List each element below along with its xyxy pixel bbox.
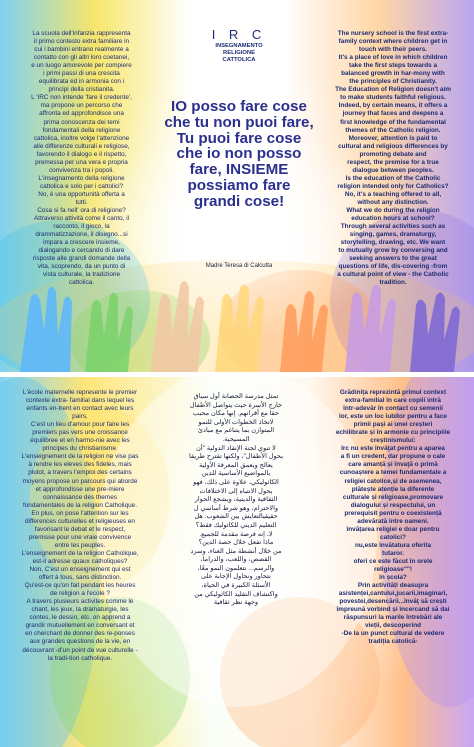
text-line: în școla? [379, 574, 407, 582]
text-line: tutaror. [381, 549, 404, 557]
text-line: لا تنوي لجنة الإنقاذ الدولية "أن [196, 444, 276, 452]
english-text-column [318, 30, 468, 288]
text-line: premiers pas vers une croissance [32, 429, 128, 437]
text-line: chant, les jeux, la dramaturgie, les [31, 606, 129, 614]
text-line: dialogando e cercando di dare [38, 247, 125, 255]
text-line: حقيقيالتعايش بين الشعوب. هل [194, 513, 278, 521]
text-line: L 'IRC non intende 'fare il credente', [31, 94, 132, 102]
text-line: وجهة نظر ثقافية [213, 599, 259, 607]
text-line: Irc nu este învăţat pentru a aparea [341, 445, 445, 453]
text-line: القصص، واللعب، والدراما، [200, 556, 272, 564]
text-line: Non, C'est un enseignement qui est [29, 566, 131, 574]
text-line: Cosa si fa nell' ora di religione? [37, 207, 126, 215]
text-line: aux grandes questions de la vie, en [29, 638, 131, 646]
text-line: La scuola dell'infanzia rappresenta [32, 30, 131, 37]
text-line: découvrant -d'un point de vue culturelle - [22, 646, 138, 654]
text-line: equilibrata ed in armonia con i [38, 78, 125, 86]
text-line: cultural and religious differences by [338, 142, 448, 150]
text-line: tutti. [75, 198, 88, 206]
text-line: dialogului și respectului, un [350, 501, 436, 509]
quote-author: Madre Teresa di Calcutta [205, 263, 273, 269]
text-line: family context where children get in [338, 38, 448, 46]
text-line: affronta ed approfondisce una [39, 110, 124, 118]
text-line: plutot, a travers l'emploi des certains [28, 469, 132, 477]
text-line: contes, le dessin, etc. on apprend a [29, 614, 131, 622]
text-line: dialogue between peoples. [352, 166, 434, 174]
text-line: A travers plusieurs activites comme le [26, 598, 134, 606]
text-line: plătește atenție la diferente [351, 485, 435, 493]
text-line: education hours at school? [351, 215, 435, 223]
text-line: cattolica e solo per i cattolici? [39, 182, 124, 190]
text-line: En plus, on pose l'attention sur les [31, 509, 129, 517]
text-line: vieții, descoperind [364, 622, 422, 630]
text-line: a fi un credent, dar propune o cale [340, 453, 446, 461]
text-line: împreună vorbind și încercand să dai [336, 606, 450, 614]
romanian-text-column [318, 389, 468, 647]
text-line: impara a crescere insieme, [43, 239, 120, 247]
text-line: risposte alle grandi domande della [32, 255, 131, 263]
text-line: differences culturelles et religieuses en [24, 517, 135, 525]
text-line: No, è una opportunità offerta a [38, 190, 125, 198]
text-line: The nursery school is the first extra- [337, 30, 449, 37]
text-line: într-adevăr în contact cu semenii [343, 405, 443, 413]
text-line: învățarea religiei e doar pentru [346, 525, 440, 533]
text-line: singing, games, dramaturgy, [349, 231, 437, 239]
text-line: without any distinction. [357, 198, 429, 206]
text-line: principi della cristianita. [48, 86, 115, 94]
text-line: catolici? [380, 533, 406, 541]
text-line: promoting debate and [359, 150, 427, 158]
text-line: cattolica, inoltre volge l'attenzione [33, 134, 130, 142]
text-line: oferi ce este făcut în orele [353, 557, 433, 565]
text-line: The Education of Religion doesn't aim [335, 86, 451, 94]
text-line: واكتشاف التقليد الكاثوليكي من [194, 590, 278, 598]
text-line: cunoaștere a temei fundamentale a [339, 469, 447, 477]
text-line: Grădinița reprezintă primul context [339, 389, 447, 396]
bottom-panel [0, 377, 474, 747]
text-line: Through several activities such as [340, 223, 446, 231]
text-line: المسيحية. [222, 435, 250, 443]
text-line: تمثل مدرسة الحضانة أول سياق [193, 393, 279, 400]
text-line: ماذا تفعل خلال حصة الدين؟ [198, 539, 274, 547]
text-line: favorendo il dialogo e il rispetto, [36, 150, 127, 158]
text-line: convivenza tra i popoli. [48, 166, 114, 174]
text-line: themes of the Catholic religion. [345, 126, 441, 134]
text-line: favorisant le debat et le respect, [34, 525, 126, 533]
text-line: alle differenze culturali e religiose, [33, 142, 130, 150]
text-line: racconto, il gioco, la [53, 223, 110, 231]
text-line: drammatizzazione, il disegno...si [35, 231, 128, 239]
text-line: culturale și religioase,promovare [342, 493, 444, 501]
irc-subtitle-line: INSEGNAMENTO [215, 43, 263, 49]
text-line: cattolica. [68, 279, 95, 287]
text-line: respect, the premise for a true [347, 158, 439, 166]
arabic-text-column [162, 393, 310, 608]
text-line: tradition. [379, 279, 407, 287]
text-line: principes du christianisme. [42, 445, 118, 453]
text-line: الثقافية والدينية، ويشجع الحوار [194, 496, 278, 504]
text-line: a cultural point of view - the Catholic [337, 271, 449, 279]
text-line: adevărată între oameni. [357, 517, 429, 525]
text-line: L'insegnamento della religione [38, 174, 125, 182]
text-line: asistenței,cantului,jucarii,imaginari, [338, 590, 448, 598]
text-line: à rendre les eleves des fideles, mais [28, 461, 132, 469]
text-line: من خلال أنشطة مثل الغناء، وسرد [190, 547, 282, 555]
text-line: creștinismului: [370, 437, 416, 445]
text-line: Attraverso attività come il canto, il [33, 215, 130, 223]
text-line: vista culturale, la tradizione [42, 271, 121, 279]
text-line: -De la un punct cultural de vedere [341, 630, 445, 638]
text-line: It's a place of love in which children [338, 54, 448, 62]
text-line: prima conoscenza dei temi [43, 118, 120, 126]
italian-text-column [8, 30, 155, 288]
top-panel [0, 0, 474, 373]
text-line: vita, scoprendo, da un punto di [37, 263, 126, 271]
text-line: the principles of Christianity. [349, 78, 437, 86]
text-line: يحول الأطفال"، ولكنها تقترح طريقا [188, 453, 284, 461]
text-line: Qu'est-ce qu'on fait pendant les heures [24, 582, 136, 590]
text-line: No, it's a teaching offered to all, [344, 190, 442, 198]
text-line: Moreover, attention is paid to [348, 134, 438, 142]
quote-text: IO posso fare cose che tu non puoi fare, Tu puoi fare cose che io non posso fare, INSIEME possiamo fare grandi cose! [164, 98, 314, 210]
text-line: Prin activități deasupra [357, 582, 429, 590]
text-line: نتحاور ونحاول الإجابة على [201, 573, 271, 581]
text-line: primii pași ai unei creșteri [353, 421, 433, 429]
text-line: لا، إنه فرصة مقدمة للجميع. [199, 530, 273, 538]
text-line: يعالج ويعمق المعرفة الأولية [199, 461, 273, 469]
text-line: journey that faces and deepens a [342, 110, 444, 118]
text-line: nu,este învătatura oferita [355, 541, 431, 549]
text-line: connaissance des themes [43, 493, 117, 501]
text-line: والرسم... نتعلمون النمو معًا، [197, 564, 275, 572]
text-line: care amanță și învaţă o primă [348, 461, 438, 469]
text-line: fondamentali della religione [42, 126, 121, 134]
text-line: grandir mutuellement en conversant et [25, 622, 135, 630]
irc-logo-text: I R C [211, 27, 267, 42]
text-line: est-il adresse quaux catholiques? [32, 557, 128, 565]
text-line: الأسئلة الكبيرة في الحياة، [201, 582, 271, 590]
text-line: premisse pour une vraie convivence [28, 533, 132, 541]
text-line: contatto con gli altri loro coetanei, [33, 54, 130, 62]
text-line: la tradi-tion catholique. [47, 654, 113, 662]
text-line: prerequisit pentru o coexistență [344, 509, 442, 517]
text-line: pairs. [72, 413, 88, 421]
french-text-column [6, 389, 154, 663]
text-line: يحول الانتباه إلى الاختلافات [199, 487, 273, 495]
text-line: e un luogo amorevole per compiere [31, 62, 132, 70]
text-line: balanced growth in har-mony with [341, 70, 445, 78]
text-line: المتوازن بما يتناغم مع مبادئ [197, 427, 275, 435]
text-line: الكاثوليكي، علاوة على ذلك، فهو [193, 478, 279, 486]
text-line: entre les peuples. [54, 541, 106, 549]
text-line: ma propone un percorso che [40, 102, 123, 110]
irc-subtitle-line: CATTOLICA [222, 57, 256, 63]
text-line: il primo contesto extra familiare in [33, 38, 130, 46]
text-line: offert à tous, sans distinction. [38, 574, 122, 582]
text-line: take the first steps towards a [348, 62, 438, 70]
text-line: extra-familial în care copiii intră [345, 397, 441, 405]
text-line: moyens propose un parcours qui aborde [22, 477, 138, 485]
text-line: Is the education of the Catholic [345, 174, 441, 182]
text-line: storytelling, drawing, etc. We want [340, 239, 446, 247]
text-line: to make students faithful religious. [340, 94, 446, 102]
text-line: de religion a l'ecole ? [50, 590, 110, 598]
text-line: i primi passi di una crescita [43, 70, 120, 78]
text-line: to mutually grow by conversing and [338, 247, 448, 255]
text-line: حقا مع أقرانهم. إنها مكان محبب [192, 410, 280, 418]
text-line: lor, este un loc iubitor pentru a face [339, 413, 447, 421]
text-line: L'enseignement de la religion ne vise pas [21, 453, 139, 461]
text-line: L'enseignement de la religion Catholique, [21, 549, 139, 557]
text-line: tradiția catolică- [368, 638, 418, 646]
text-line: Indeed, by certain means, it offers a [338, 102, 448, 110]
text-line: povestei,desencării...învăţ să crești [339, 598, 447, 606]
text-line: religioase""! [373, 566, 413, 574]
text-line: first knowledge of the fundamental [340, 118, 446, 126]
text-line: en cherchant de donner des re-ponses [25, 630, 135, 638]
text-line: لاتخاذ الخطوات الأولى للنمو [198, 418, 274, 426]
text-line: premessa per una vera e propria [35, 158, 128, 166]
text-line: enfants en-trent en contact avec leurs [26, 405, 134, 413]
text-line: L'école maternelle represente le premier [22, 389, 138, 396]
text-line: équilibree et en harmo-nie avec les [30, 437, 130, 445]
text-line: contexte extra- familial dans lequel les [25, 397, 135, 405]
irc-subtitle [164, 43, 314, 64]
text-line: touch with their peers. [358, 46, 428, 54]
text-line: fondamentales de la religion Catholique. [22, 501, 138, 509]
text-line: What we do during the religion [346, 207, 440, 215]
irc-subtitle-line: RELIGIONE [223, 50, 255, 56]
text-line: religiei catolice,și de asemenea, [344, 477, 442, 485]
text-line: التعليم الديني للكاثوليك فقط؟ [195, 521, 277, 529]
text-line: C'est un lieu d'amour pour faire les [30, 421, 130, 429]
text-line: echilibrate și în armonie cu principiile [335, 429, 451, 437]
text-line: et approfondisse une pre-miere [35, 485, 125, 493]
text-line: răspunsuri la marile întrebări ale [343, 614, 443, 622]
text-line: خارج الأسرة حيث يتواصل الأطفال [189, 401, 283, 409]
text-line: religion intended only for Catholics? [337, 182, 449, 190]
text-line: cui i bambini entrano realmente a [34, 46, 129, 54]
text-line: questions of life, dis-covering -from [338, 263, 448, 271]
text-line: seeking answers to the great [349, 255, 437, 263]
text-line: بالمواضيع الأساسية للدين [201, 470, 271, 478]
text-line: والاحترام، وهو شرط أساسي ل [193, 504, 279, 512]
